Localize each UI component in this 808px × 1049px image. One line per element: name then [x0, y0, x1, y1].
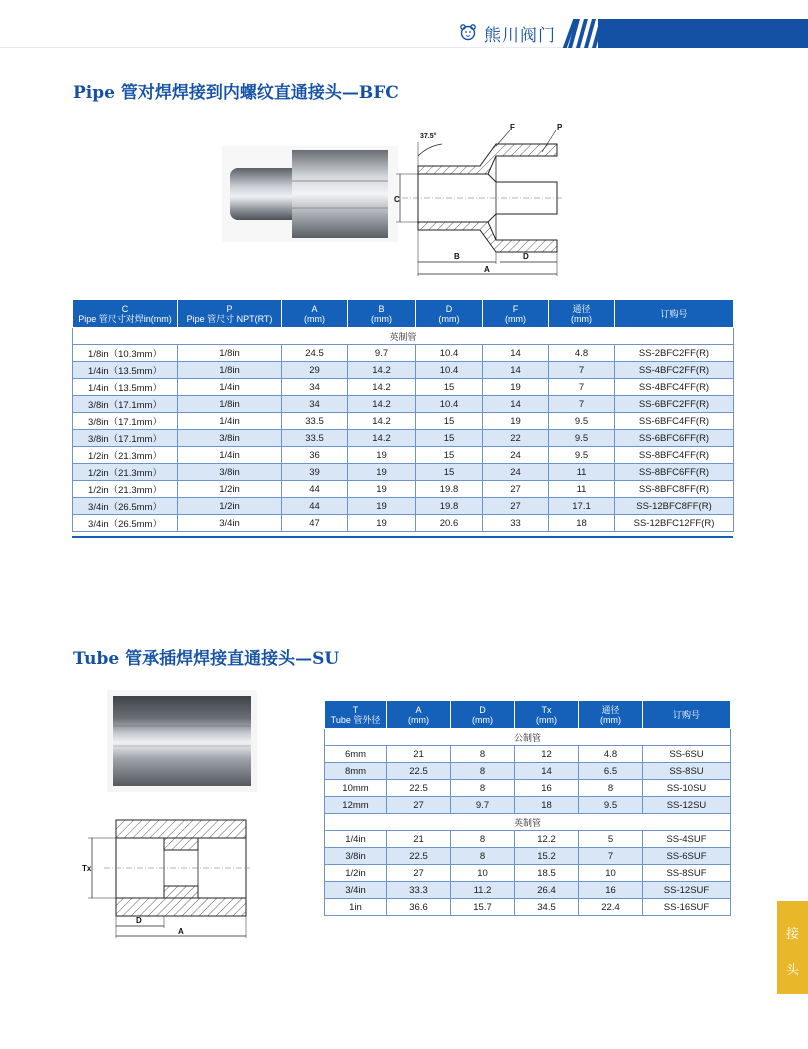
table-row	[325, 865, 731, 882]
table-cell: 1/8in	[178, 396, 282, 413]
col-header-p: P Pipe 管尺寸 NPT(RT)	[178, 300, 282, 328]
table-cell: SS-12BFC8FF(R)	[615, 498, 734, 515]
table-cell: 1/2in（21.3mm）	[73, 481, 178, 498]
side-tab-char-1: 接	[785, 927, 799, 942]
dim-b-label: B	[454, 252, 460, 261]
table-row	[325, 831, 731, 848]
table-cell: SS-4BFC4FF(R)	[615, 379, 734, 396]
table-cell: 3/8in	[178, 430, 282, 447]
group-row	[325, 729, 731, 746]
table-cell: 11.2	[451, 882, 515, 899]
col-header-order: 订购号	[643, 701, 731, 729]
table-cell: 10.4	[416, 345, 483, 362]
table-cell: 8	[451, 746, 515, 763]
table-cell: 14	[515, 763, 579, 780]
table-cell: 33	[483, 515, 549, 532]
table-cell: 3/8in	[325, 848, 387, 865]
table-cell: 24.5	[282, 345, 348, 362]
table-cell: 1/2in	[325, 865, 387, 882]
dim-c-label: C	[394, 195, 400, 204]
table-cell: 22.5	[387, 780, 451, 797]
table-cell: 19	[348, 464, 416, 481]
table-cell: SS-6BFC6FF(R)	[615, 430, 734, 447]
table-cell: 27	[387, 865, 451, 882]
table-cell: 15	[416, 430, 483, 447]
table-row	[325, 746, 731, 763]
table-cell: 27	[483, 498, 549, 515]
table-cell: 19.8	[416, 481, 483, 498]
table-cell: 15.7	[451, 899, 515, 916]
table-cell: 1/2in	[178, 498, 282, 515]
table-cell: SS-12BFC12FF(R)	[615, 515, 734, 532]
table-cell: 1/4in（13.5mm）	[73, 362, 178, 379]
table-row	[73, 396, 734, 413]
table-cell: 10.4	[416, 396, 483, 413]
table-cell: 1/8in	[178, 362, 282, 379]
table-cell: SS-2BFC2FF(R)	[615, 345, 734, 362]
table-row	[73, 447, 734, 464]
table-cell: 22.5	[387, 848, 451, 865]
table-cell: 15	[416, 464, 483, 481]
table-row	[73, 345, 734, 362]
table-cell: 22.4	[579, 899, 643, 916]
table-cell: 44	[282, 481, 348, 498]
table-row	[325, 763, 731, 780]
table-cell: 9.5	[549, 430, 615, 447]
table-cell: SS-8SUF	[643, 865, 731, 882]
table-cell: 19	[483, 413, 549, 430]
table-cell: 19	[483, 379, 549, 396]
table-cell: 21	[387, 746, 451, 763]
bfc-table-bottom-rule	[72, 536, 733, 538]
table-cell: 10mm	[325, 780, 387, 797]
table-cell: 3/4in	[178, 515, 282, 532]
table-cell: 3/4in（26.5mm）	[73, 515, 178, 532]
table-cell: 14	[483, 396, 549, 413]
bfc-spec-table	[72, 299, 734, 532]
table-cell: 10.4	[416, 362, 483, 379]
table-cell: 1/2in（21.3mm）	[73, 447, 178, 464]
table-row	[325, 848, 731, 865]
side-tab-char-2: 头	[785, 963, 799, 978]
table-cell: 44	[282, 498, 348, 515]
table-cell: 11	[549, 464, 615, 481]
table-cell: 4.8	[549, 345, 615, 362]
table-cell: 8	[451, 763, 515, 780]
table-cell: SS-8SU	[643, 763, 731, 780]
table-cell: 19	[348, 498, 416, 515]
table-cell: 20.6	[416, 515, 483, 532]
table-cell: 3/4in（26.5mm）	[73, 498, 178, 515]
table-cell: SS-12SUF	[643, 882, 731, 899]
table-cell: 34	[282, 379, 348, 396]
table-cell: 39	[282, 464, 348, 481]
table-cell: 19.8	[416, 498, 483, 515]
table-cell: 12mm	[325, 797, 387, 814]
table-cell: 8mm	[325, 763, 387, 780]
table-cell: 1/2in	[178, 481, 282, 498]
table-cell: SS-4BFC2FF(R)	[615, 362, 734, 379]
table-cell: 14.2	[348, 396, 416, 413]
table-cell: 10	[451, 865, 515, 882]
table-cell: 9.5	[549, 447, 615, 464]
table-cell: 15	[416, 447, 483, 464]
table-cell: 1/8in（10.3mm）	[73, 345, 178, 362]
col-header-bore: 通径 (mm)	[579, 701, 643, 729]
table-cell: 1in	[325, 899, 387, 916]
table-cell: SS-16SUF	[643, 899, 731, 916]
table-row	[325, 780, 731, 797]
bear-logo-icon	[459, 23, 477, 41]
table-cell: 7	[579, 848, 643, 865]
table-cell: 6.5	[579, 763, 643, 780]
table-cell: 27	[387, 797, 451, 814]
table-row	[73, 362, 734, 379]
table-cell: 4.8	[579, 746, 643, 763]
table-cell: 19	[348, 447, 416, 464]
table-cell: 14	[483, 345, 549, 362]
table-cell: 11	[549, 481, 615, 498]
group-label-imperial: 英制管	[325, 814, 731, 831]
table-cell: SS-6BFC2FF(R)	[615, 396, 734, 413]
dim-a-label: A	[484, 265, 490, 274]
table-cell: 26.4	[515, 882, 579, 899]
table-cell: 9.7	[348, 345, 416, 362]
table-cell: 7	[549, 396, 615, 413]
table-cell: 8	[451, 848, 515, 865]
table-cell: SS-6SUF	[643, 848, 731, 865]
table-cell: 8	[451, 831, 515, 848]
group-row	[325, 814, 731, 831]
table-cell: SS-8BFC4FF(R)	[615, 447, 734, 464]
table-cell: 14.2	[348, 413, 416, 430]
table-cell: 3/8in（17.1mm）	[73, 413, 178, 430]
table-row	[73, 464, 734, 481]
table-cell: 34.5	[515, 899, 579, 916]
col-header-t: T Tube 管外径	[325, 701, 387, 729]
table-cell: 24	[483, 447, 549, 464]
table-cell: 7	[549, 379, 615, 396]
col-header-bore: 通径 (mm)	[549, 300, 615, 328]
table-cell: 14	[483, 362, 549, 379]
bfc-section-drawing	[392, 122, 570, 280]
table-cell: 12	[515, 746, 579, 763]
table-cell: 8	[579, 780, 643, 797]
table-cell: 16	[515, 780, 579, 797]
table-cell: 3/8in	[178, 464, 282, 481]
brand-name: 熊川阀门	[484, 26, 556, 46]
table-row	[73, 498, 734, 515]
table-row	[325, 882, 731, 899]
table-cell: 1/4in	[178, 447, 282, 464]
table-cell: SS-8BFC8FF(R)	[615, 481, 734, 498]
table-cell: 7	[549, 362, 615, 379]
table-cell: 1/4in	[178, 379, 282, 396]
col-header-order: 订购号	[615, 300, 734, 328]
table-cell: 22	[483, 430, 549, 447]
table-row	[73, 379, 734, 396]
bfc-section-title: Pipe 管对焊焊接到内螺纹直通接头—BFC	[73, 83, 399, 103]
table-cell: 33.5	[282, 430, 348, 447]
table-cell: 36.6	[387, 899, 451, 916]
brand-banner	[562, 19, 808, 48]
dim-tx-label: Tx	[82, 864, 92, 873]
col-header-a: A (mm)	[387, 701, 451, 729]
table-cell: 27	[483, 481, 549, 498]
table-cell: 10	[579, 865, 643, 882]
table-cell: 5	[579, 831, 643, 848]
table-cell: 14.2	[348, 379, 416, 396]
table-cell: SS-4SUF	[643, 831, 731, 848]
col-header-f: F (mm)	[483, 300, 549, 328]
table-cell: 15	[416, 413, 483, 430]
table-cell: 1/8in	[178, 345, 282, 362]
table-cell: SS-10SU	[643, 780, 731, 797]
table-cell: 9.5	[549, 413, 615, 430]
su-product-image	[107, 690, 257, 792]
su-section-title: Tube 管承插焊焊接直通接头—SU	[73, 649, 340, 669]
table-cell: 9.7	[451, 797, 515, 814]
table-cell: 14.2	[348, 362, 416, 379]
table-cell: 16	[579, 882, 643, 899]
table-cell: 33.3	[387, 882, 451, 899]
table-cell: 1/4in	[178, 413, 282, 430]
group-label-metric: 公制管	[325, 729, 731, 746]
table-cell: 47	[282, 515, 348, 532]
table-cell: SS-8BFC6FF(R)	[615, 464, 734, 481]
dim-p-label: P	[557, 123, 563, 132]
table-cell: 18	[549, 515, 615, 532]
table-cell: 1/2in（21.3mm）	[73, 464, 178, 481]
table-cell: 22.5	[387, 763, 451, 780]
table-row	[325, 797, 731, 814]
su-section-drawing	[78, 816, 250, 940]
table-cell: 19	[348, 515, 416, 532]
bfc-product-image	[222, 146, 398, 242]
table-cell: 36	[282, 447, 348, 464]
table-cell: SS-6BFC4FF(R)	[615, 413, 734, 430]
table-cell: 3/8in（17.1mm）	[73, 396, 178, 413]
table-cell: 21	[387, 831, 451, 848]
table-cell: 15.2	[515, 848, 579, 865]
table-row	[325, 899, 731, 916]
table-cell: 34	[282, 396, 348, 413]
table-cell: SS-12SU	[643, 797, 731, 814]
table-cell: 3/4in	[325, 882, 387, 899]
table-row	[73, 413, 734, 430]
section-side-tab	[777, 901, 808, 994]
dim-f-label: F	[510, 123, 515, 132]
table-cell: 14.2	[348, 430, 416, 447]
table-cell: 17.1	[549, 498, 615, 515]
table-cell: 18.5	[515, 865, 579, 882]
table-cell: 33.5	[282, 413, 348, 430]
table-row	[73, 481, 734, 498]
dim-d-label: D	[136, 916, 142, 925]
dim-a-label: A	[178, 927, 184, 936]
col-header-b: B (mm)	[348, 300, 416, 328]
table-cell: 6mm	[325, 746, 387, 763]
table-cell: 1/4in（13.5mm）	[73, 379, 178, 396]
angle-label: 37.5°	[420, 133, 437, 140]
group-label-imperial: 英制管	[73, 328, 734, 345]
table-row	[73, 515, 734, 532]
table-cell: SS-6SU	[643, 746, 731, 763]
table-cell: 1/4in	[325, 831, 387, 848]
table-cell: 8	[451, 780, 515, 797]
table-cell: 29	[282, 362, 348, 379]
table-cell: 3/8in（17.1mm）	[73, 430, 178, 447]
su-spec-table	[324, 700, 731, 916]
col-header-a: A (mm)	[282, 300, 348, 328]
table-cell: 18	[515, 797, 579, 814]
table-cell: 24	[483, 464, 549, 481]
col-header-d: D (mm)	[451, 701, 515, 729]
col-header-d: D (mm)	[416, 300, 483, 328]
col-header-tx: Tx (mm)	[515, 701, 579, 729]
dim-d-label: D	[523, 252, 529, 261]
table-cell: 19	[348, 481, 416, 498]
table-cell: 12.2	[515, 831, 579, 848]
table-cell: 15	[416, 379, 483, 396]
col-header-c: C Pipe 管尺寸对焊in(mm)	[73, 300, 178, 328]
table-row	[73, 430, 734, 447]
table-cell: 9.5	[579, 797, 643, 814]
